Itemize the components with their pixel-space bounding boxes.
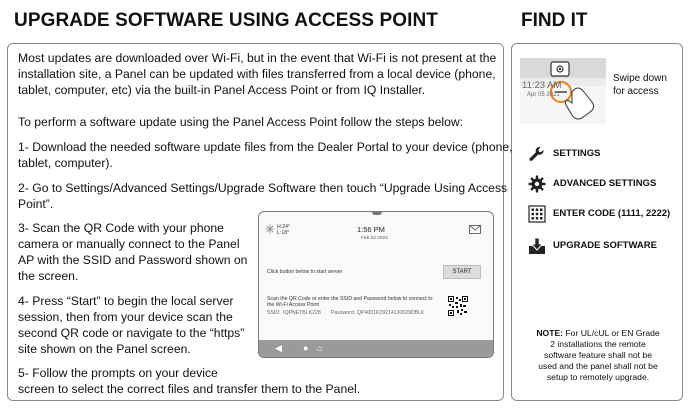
- upgrade-software-label: UPGRADE SOFTWARE: [553, 240, 657, 251]
- swipe-hint: [613, 72, 667, 98]
- intro-line-3: tablet, computer, etc) via the built-in Panel Access Point or from IQ Installer.: [18, 83, 426, 97]
- snowflake-icon: [265, 224, 275, 234]
- step-1-line-2: tablet, computer).: [18, 156, 113, 170]
- note-line-3: software feature shall not be: [544, 350, 652, 360]
- step-4-line-4: site shown on the Panel screen.: [18, 342, 191, 356]
- qr-code-icon: [448, 296, 468, 316]
- panel-weather-high: H:24°: [277, 224, 291, 230]
- password-value: QP4001K292141J0029DBLK: [357, 310, 425, 316]
- note-line-1: [519, 328, 677, 339]
- shield-icon[interactable]: ●: [303, 343, 309, 353]
- advanced-settings-label: ADVANCED SETTINGS: [553, 178, 657, 189]
- step-5-line-1: 5- Follow the prompts on your device: [18, 366, 218, 380]
- panel-notch: [372, 212, 382, 215]
- step-1-line-1: 1- Download the needed software update files from the Dealer Portal to your device (phone,: [18, 140, 513, 154]
- wrench-icon: [528, 145, 546, 163]
- panel-instruction: Click button below to start server: [267, 269, 343, 275]
- swipe-hint-line-2: for access: [613, 86, 659, 97]
- ssid-value: IQPNETBLK228: [283, 310, 321, 316]
- page-title: UPGRADE SOFTWARE USING ACCESS POINT: [14, 10, 438, 31]
- gear-icon: [528, 175, 546, 193]
- keypad-icon: [528, 205, 546, 223]
- panel-scan-line-1: Scan the QR Code or enter the SSID and Password below to connect to: [267, 296, 433, 302]
- password-label: Password:: [331, 310, 356, 316]
- panel-screen-illustration: [258, 211, 494, 358]
- note-label: NOTE:: [536, 328, 564, 338]
- panel-weather-low: L:18°: [277, 230, 290, 236]
- mail-icon[interactable]: [469, 225, 481, 234]
- start-button[interactable]: START: [443, 265, 481, 279]
- ssid-label: SSID:: [267, 310, 281, 316]
- settings-label: SETTINGS: [553, 148, 601, 159]
- panel-time: 1:56 PM: [357, 225, 385, 234]
- home-icon[interactable]: ⌂: [317, 343, 323, 353]
- panel-date: Feb 22 2022: [361, 236, 388, 241]
- phone-time: 11:23 AM: [522, 80, 562, 91]
- enter-code-label: ENTER CODE (1111, 2222): [553, 208, 671, 219]
- step-3-line-4: the screen.: [18, 269, 79, 283]
- intro-line-4: To perform a software update using the Panel Access Point follow the steps below:: [18, 115, 464, 129]
- note-line-5: setup to remotely upgrade.: [546, 372, 650, 382]
- swipe-hint-line-1: Swipe down: [613, 73, 667, 84]
- step-5-line-2: screen to select the correct files and transfer them to the Panel.: [18, 382, 361, 396]
- intro-line-2: installation site, a Panel can be updated with files transferred from a local device (phone,: [18, 67, 496, 81]
- step-3-line-2: camera or manually connect to the Panel: [18, 237, 240, 251]
- panel-bottom-bar: [259, 340, 494, 358]
- note-line-2: 2 installations the remote: [550, 339, 646, 349]
- intro-line-1: Most updates are downloaded over Wi-Fi, but in the event that Wi-Fi is not present at the: [18, 51, 497, 65]
- step-2-line-2: Point”.: [18, 197, 54, 211]
- phone-date: Apr 05 2021: [527, 92, 560, 98]
- find-it-title: FIND IT: [521, 10, 588, 31]
- step-2-line-1: 2- Go to Settings/Advanced Settings/Upgrade Software then touch “Upgrade Using Access: [18, 181, 508, 195]
- panel-scan-line-2: the Wi-Fi Access Point: [267, 302, 319, 308]
- step-3-line-1: 3- Scan the QR Code with your phone: [18, 221, 224, 235]
- download-icon: [528, 237, 546, 255]
- step-4-line-1: 4- Press “Start” to begin the local server: [18, 294, 234, 308]
- back-arrow-icon[interactable]: ◀: [275, 343, 282, 353]
- step-3-line-3: AP with the SSID and Password shown on: [18, 253, 248, 267]
- note-line-4: used and the panel shall not be: [538, 361, 658, 371]
- step-4-line-3: second QR code or navigate to the “https”: [18, 326, 245, 340]
- note-text-1: For UL/cUL or EN Grade: [563, 328, 660, 338]
- step-4-line-2: session, then from your device scan the: [18, 310, 233, 324]
- compliance-note: [519, 328, 677, 383]
